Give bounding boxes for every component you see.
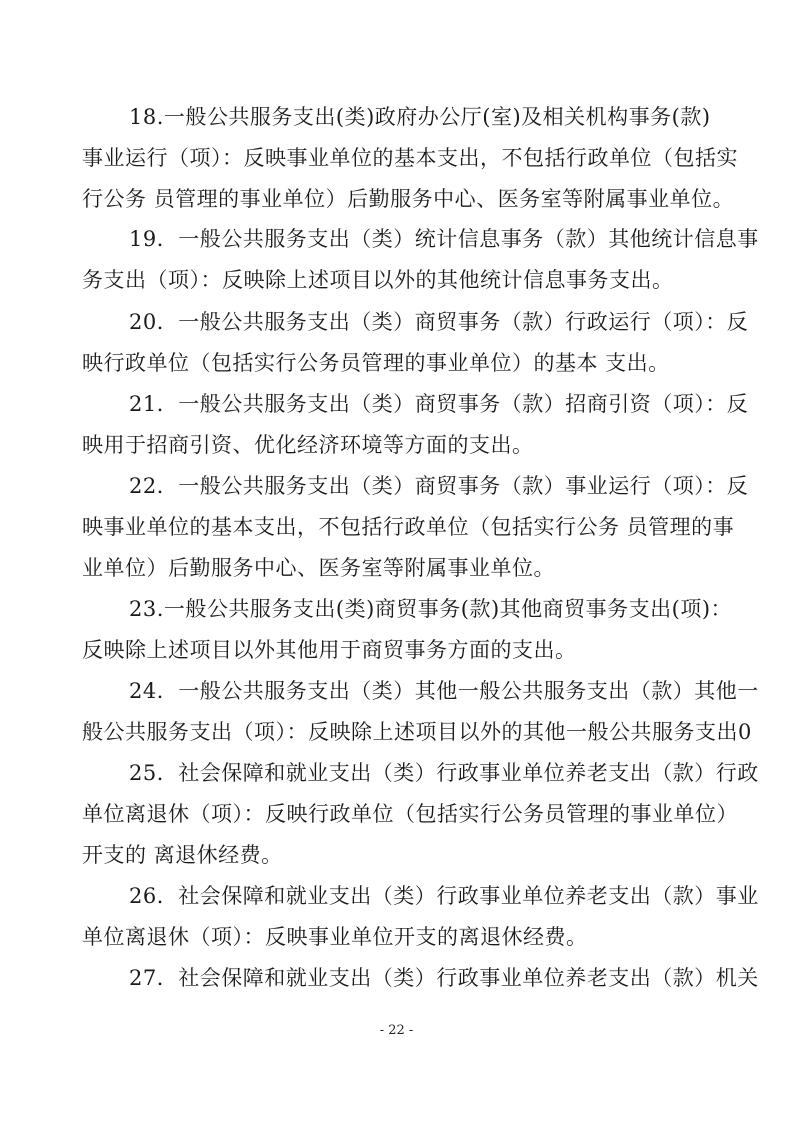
paragraph-22-line-2: 映事业单位的基本支出，不包括行政单位（包括实行公务 员管理的事: [82, 515, 735, 539]
paragraph-25-line-3: 开支的 离退休经费。: [82, 843, 283, 867]
paragraph-20-line-1: 20．一般公共服务支出（类）商贸事务（款）行政运行（项）：反: [129, 310, 749, 334]
paragraph-25-line-2: 单位离退休（项）：反映行政单位（包括实行公务员管理的事业单位）: [82, 802, 738, 826]
paragraph-23-line-1: 23.一般公共服务支出(类)商贸事务(款)其他商贸事务支出(项)：: [129, 597, 733, 621]
paragraph-18-line-1: 18.一般公共服务支出(类)政府办公厅(室)及相关机构事务(款): [129, 105, 711, 129]
paragraph-22-line-3: 业单位）后勤服务中心、医务室等附属事业单位。: [82, 556, 555, 580]
paragraph-27-line-1: 27．社会保障和就业支出（类）行政事业单位养老支出（款）机关: [129, 966, 759, 990]
paragraph-21-line-2: 映用于招商引资、优化经济环境等方面的支出。: [82, 433, 534, 457]
paragraph-21-line-1: 21．一般公共服务支出（类）商贸事务（款）招商引资（项）：反: [129, 392, 749, 416]
paragraph-24-line-1: 24．一般公共服务支出（类）其他一般公共服务支出（款）其他一: [129, 679, 759, 703]
paragraph-23-line-2: 反映除上述项目以外其他用于商贸事务方面的支出。: [82, 638, 577, 662]
paragraph-26-line-2: 单位离退休（项）：反映事业单位开支的离退休经费。: [82, 925, 588, 949]
paragraph-18-line-3: 行公务 员管理的事业单位）后勤服务中心、医务室等附属事业单位。: [82, 187, 735, 211]
paragraph-26-line-1: 26．社会保障和就业支出（类）行政事业单位养老支出（款）事业: [129, 884, 759, 908]
page-number: - 22 -: [379, 1023, 414, 1038]
paragraph-18-line-2: 事业运行（项）：反映事业单位的基本支出，不包括行政单位（包括实: [82, 146, 738, 170]
paragraph-25-line-1: 25．社会保障和就业支出（类）行政事业单位养老支出（款）行政: [129, 761, 759, 785]
paragraph-19-line-1: 19．一般公共服务支出（类）统计信息事务（款）其他统计信息事: [129, 227, 759, 251]
paragraph-19-line-2: 务支出（项）：反映除上述项目以外的其他统计信息事务支出。: [82, 268, 674, 292]
paragraph-24-line-2: 般公共服务支出（项）：反映除上述项目以外的其他一般公共服务支出0: [82, 720, 752, 744]
paragraph-22-line-1: 22．一般公共服务支出（类）商贸事务（款）事业运行（项）：反: [129, 474, 749, 498]
paragraph-20-line-2: 映行政单位（包括实行公务员管理的事业单位）的基本 支出。: [82, 351, 670, 375]
